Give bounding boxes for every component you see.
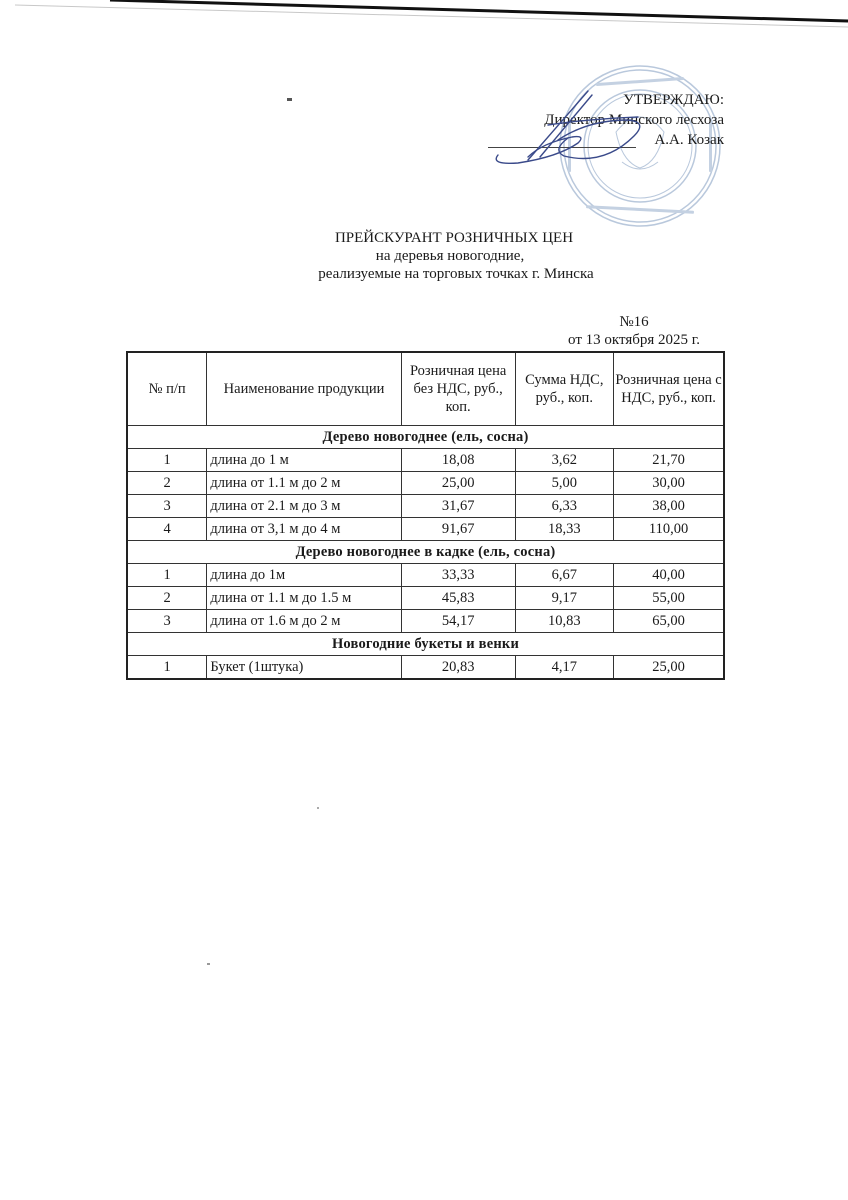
section-title: Новогодние букеты и венки: [127, 633, 724, 656]
header-number: № п/п: [127, 352, 207, 426]
price-no-vat: 33,33: [401, 564, 515, 587]
table-row: [127, 564, 724, 587]
vat-amount: 9,17: [515, 587, 614, 610]
section-title: Дерево новогоднее в кадке (ель, сосна): [127, 541, 724, 564]
header-price-with-vat: Розничная цена с НДС, руб., коп.: [614, 352, 724, 426]
price-with-vat: 40,00: [614, 564, 724, 587]
row-number: 1: [127, 449, 207, 472]
section-row: [127, 541, 724, 564]
product-name: длина от 1.6 м до 2 м: [207, 610, 401, 633]
document-date: от 13 октября 2025 г.: [568, 332, 700, 348]
scan-speck: [207, 963, 210, 965]
price-no-vat: 54,17: [401, 610, 515, 633]
document-title: ПРЕЙСКУРАНТ РОЗНИЧНЫХ ЦЕН: [334, 230, 574, 246]
row-number: 3: [127, 495, 207, 518]
vat-amount: 4,17: [515, 656, 614, 680]
table-row: [127, 610, 724, 633]
price-no-vat: 20,83: [401, 656, 515, 680]
row-number: 2: [127, 587, 207, 610]
scan-speck: [287, 98, 292, 101]
vat-amount: 3,62: [515, 449, 614, 472]
price-no-vat: 31,67: [401, 495, 515, 518]
product-name: Букет (1штука): [207, 656, 401, 680]
row-number: 2: [127, 472, 207, 495]
approval-title: УТВЕРЖДАЮ:: [623, 92, 724, 108]
document-subtitle-2: реализуемые на торговых точках г. Минска: [318, 266, 594, 282]
product-name: длина от 1.1 м до 1.5 м: [207, 587, 401, 610]
vat-amount: 18,33: [515, 518, 614, 541]
price-no-vat: 25,00: [401, 472, 515, 495]
header-price-no-vat: Розничная цена без НДС, руб., коп.: [401, 352, 515, 426]
document-number: №16: [619, 314, 649, 330]
price-with-vat: 55,00: [614, 587, 724, 610]
document-number-block: [544, 313, 724, 349]
product-name: длина от 2.1 м до 3 м: [207, 495, 401, 518]
table-row: [127, 449, 724, 472]
price-with-vat: 21,70: [614, 449, 724, 472]
row-number: 1: [127, 656, 207, 680]
price-with-vat: 110,00: [614, 518, 724, 541]
price-no-vat: 45,83: [401, 587, 515, 610]
vat-amount: 10,83: [515, 610, 614, 633]
row-number: 1: [127, 564, 207, 587]
section-title: Дерево новогоднее (ель, сосна): [127, 426, 724, 449]
signature: [488, 85, 658, 175]
table-body: [127, 426, 724, 680]
document-subtitle-1: на деревья новогодние,: [375, 248, 525, 264]
price-with-vat: 65,00: [614, 610, 724, 633]
vat-amount: 5,00: [515, 472, 614, 495]
product-name: длина до 1 м: [207, 449, 401, 472]
header-vat-amount: Сумма НДС, руб., коп.: [515, 352, 614, 426]
section-row: [127, 633, 724, 656]
row-number: 4: [127, 518, 207, 541]
price-with-vat: 30,00: [614, 472, 724, 495]
product-name: длина от 1.1 м до 2 м: [207, 472, 401, 495]
price-no-vat: 18,08: [401, 449, 515, 472]
scan-edge-line: [0, 0, 848, 30]
product-name: длина до 1м: [207, 564, 401, 587]
section-row: [127, 426, 724, 449]
price-table: [126, 351, 725, 680]
header-product-name: Наименование продукции: [207, 352, 401, 426]
table-row: [127, 495, 724, 518]
scan-speck: [317, 807, 319, 809]
table-row: [127, 587, 724, 610]
product-name: длина от 3,1 м до 4 м: [207, 518, 401, 541]
vat-amount: 6,67: [515, 564, 614, 587]
price-no-vat: 91,67: [401, 518, 515, 541]
table-row: [127, 518, 724, 541]
approval-name: А.А. Козак: [654, 132, 724, 148]
vat-amount: 6,33: [515, 495, 614, 518]
row-number: 3: [127, 610, 207, 633]
table-header-row: [127, 352, 724, 426]
price-with-vat: 38,00: [614, 495, 724, 518]
price-with-vat: 25,00: [614, 656, 724, 680]
approval-position: Директор Минского лесхоза: [544, 112, 724, 128]
table-row: [127, 472, 724, 495]
table-row: [127, 656, 724, 680]
